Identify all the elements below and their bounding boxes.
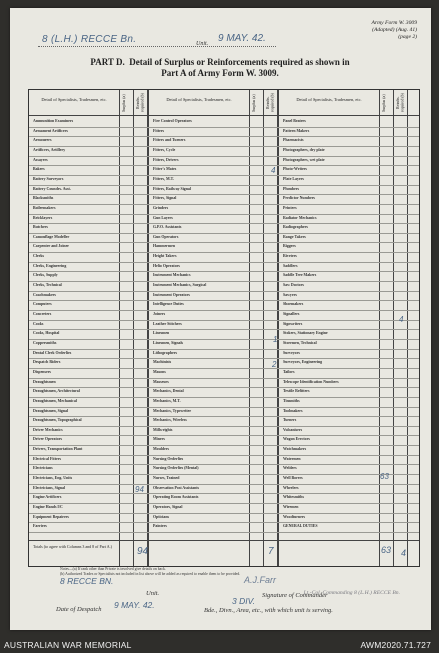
caption-institution: AUSTRALIAN WAR MEMORIAL [4,640,132,650]
col2-row: Masons [153,369,166,374]
entry-storemen-required: 4 [399,315,404,324]
totals-col2-surplus: 7 [268,546,274,557]
col3-row: Stokers, Stationary Engine [283,331,328,336]
totals-label: Totals (to agree with Columns 3 and 8 of Part A.) [33,544,112,549]
col1-row: Artificers, Artillery [33,147,66,152]
col3-row: Well Borers [283,476,303,481]
col1-row: Bakers [33,167,45,172]
col2-row: Joiners [153,312,166,316]
date-handwritten: 9 MAY. 42. [218,33,266,44]
notes-line1: Notes—(a) If rank other than Private is involved give details on back. [60,567,166,571]
unit-label: Unit. [196,41,209,47]
col2-required-header: Reinfts. required (b) [265,93,275,113]
col1-row: Driver Operators [33,437,62,442]
row-rule [29,300,419,301]
col3-row: Riveters [283,254,297,259]
col2-row: Instrument Operators [153,292,190,297]
col1-required-header: Reinfts. required (b) [135,93,145,113]
col3-row: Tailors [283,369,295,374]
row-rule [29,252,419,253]
col3-row: Woodturners [283,514,306,519]
col2-row: Fitters, Drivers [153,157,179,162]
specialists-table [28,89,420,567]
col1-row: Battery Surveyors [33,176,64,181]
col2-row: Nursing Orderlies [153,456,184,461]
row-rule [29,464,419,465]
caption-accession: AWM2020.71.727 [360,640,431,650]
row-rule [29,127,419,128]
col1-row: Draughtsmen, Mechanical [33,398,77,403]
col1-row: Clerks, Technical [33,283,62,288]
col1-row: Boilermakers [33,205,56,210]
col3-row: Saddlers [283,263,298,268]
col2-row: Opticians [153,514,169,519]
col2-row: Helio Operators [153,263,180,268]
col3-row: Wagon Erectors [283,437,310,442]
col1-row: Electricians, Eng. Units [33,476,73,481]
row-rule [29,165,419,166]
form-ref-line3: (page 2) [398,34,417,40]
entry-masons-surplus: 1 [273,335,278,344]
col1-row: Dispensers [33,369,51,374]
bde-label: Bde., Divn., Area, etc., with which unit is serving. [204,607,333,614]
col2-row: Observation Post Assistants [153,485,200,490]
col1-row: Camouflage Modeller [33,234,70,239]
col2-row: Mechanics, Dental [153,389,184,394]
row-rule [29,416,419,417]
col3-row: Wiremen [283,505,299,509]
col2-row: Instrument Mechanics [153,273,191,278]
col2-row: Fire Control Operators [153,119,192,123]
col2-row: Lithographers [153,350,177,355]
col3-row: Predictor Numbers [283,196,315,201]
col1-row: Cooks [33,321,44,326]
row-rule [29,522,419,523]
row-rule [29,271,419,272]
col3-row: Shoemakers [283,302,304,307]
col3-row: Range Takers [283,234,306,239]
col2-row: Nurses, Trained [153,476,180,481]
totals-col3-required: 4 [401,548,407,558]
row-rule [29,242,419,243]
col1-row: Engine Hands I/C [33,505,63,509]
col3-header: Detail of Specialists, Tradesmen, etc. [296,97,362,102]
col3-row: Surveyors [283,350,300,355]
form-ref-line2: (Adapted) (Aug. 41) [372,27,417,33]
row-rule [29,407,419,408]
row-rule [29,484,419,485]
entry-general-duties-surplus: 63 [380,472,389,481]
row-rule [29,435,419,436]
row-rule [29,474,419,475]
col3-row: Telescope Identification Numbers [283,379,339,384]
col2-row: Fitter's Mates [153,167,177,172]
col3-row: Textile Refitters [283,389,310,394]
col2-row: Height Takers [153,254,177,259]
signature-handwritten: A.J.Farr [244,575,277,585]
col2-row: Intelligence Duties [153,302,184,307]
col2-row: Mechanics, Wireless [153,418,187,423]
col3-row: Watchmakers [283,447,307,452]
form-ref-line1: Army Form W. 3009 [371,20,417,26]
row-rule [29,349,419,350]
col2-row: Linesmen, Signals [153,340,184,345]
title-part: PART D. [90,57,125,67]
form-reference [307,20,417,41]
row-rule [29,397,419,398]
col1-row: Coachmakers [33,292,56,297]
col3-required-header: Reinfts. required (b) [395,93,405,113]
unit-handwritten: 8 (L.H.) RECCE Bn. [42,34,137,45]
col3-row: Surveyors, Engineering [283,360,323,365]
col1-row: Clerks, Supply [33,273,58,278]
col1-row: Equipment Repairers [33,514,69,519]
col3-row: Radiator Mechanics [283,215,317,220]
col1-row: Draughtsmen, Topographical [33,418,82,423]
col1-row: Bricklayers [33,215,53,220]
header-underline [38,46,276,47]
col3-row: Pharmacists [283,138,304,143]
row-rule [29,281,419,282]
col3-row: Plumbers [283,186,299,191]
col3-row: Welders [283,466,297,471]
footer-unit-label: Unit. [146,590,160,597]
col3-row: Sawyers [283,292,297,297]
col2-row: Masseurs [153,379,169,384]
col2-row: Fitters, M.T. [153,176,174,181]
signature-label: Signature of Commander [262,592,328,599]
col1-row: Drivers, Transportation Plant [33,447,83,452]
col2-row: Fitters, Cycle [153,147,176,152]
col1-row: Armourers [33,138,52,143]
col3-row: Riggers [283,244,296,249]
col1-row: Cooks, Hospital [33,331,60,336]
notes-line2: (b) Authorized Trades or Specialists not included in list above will be added as required to enable them to be provided. [60,572,241,576]
despatch-date-label: Date of Despatch [56,606,102,613]
row-rule [29,455,419,456]
entry-driver-mechanics-surplus: 94 [135,485,144,494]
col3-row: Printers [283,205,297,210]
col2-header: Detail of Specialists, Tradesmen, etc. [166,97,232,102]
col1-row: Draughtsmen, Architectural [33,389,80,394]
col2-row: Moulders [153,447,169,452]
col3-row: Signwriters [283,321,303,326]
row-rule [29,214,419,215]
col1-row: Assayers [33,157,48,162]
col1-row: Coppersmiths [33,340,57,345]
col1-row: Ammunition Examiners [33,119,74,123]
col1-row: Driver Mechanics [33,427,63,432]
row-rule [29,339,419,340]
col3-row: Radiographers [283,225,308,230]
col3-row: Panel Beaters [283,119,306,123]
col1-row: Electrical Fitters [33,456,61,461]
row-rule [29,291,419,292]
totals-col1-surplus: 94 [137,546,149,557]
col3-row: Signallers [283,312,300,316]
row-rule [29,445,419,446]
row-rule [29,136,419,137]
col1-row: Dental Clerk Orderlies [33,350,72,355]
col1-row: Electricians, Signal [33,485,65,490]
col1-row: Computers [33,302,52,307]
col1-row: Draughtsmen [33,379,56,384]
footer-unit-handwritten: 8 RECCE BN. [60,576,114,586]
row-rule [29,493,419,494]
row-rule [29,223,419,224]
row-rule [29,310,419,311]
col2-surplus-header: Surplus (a) [251,94,256,112]
col3-row: Wheelers [283,485,299,490]
row-rule [29,358,419,359]
row-rule [29,368,419,369]
col1-row: Farriers [33,524,47,529]
col3-row: Saddle Tree Makers [283,273,317,278]
row-rule [29,503,419,504]
row-rule [29,185,419,186]
row-rule [29,194,419,195]
col2-row: Painters [153,524,167,529]
col1-row: Clerks [33,254,45,259]
col1-row: Battery Coundrs. Asst. [33,186,71,191]
col3-row: Photo-Writers [283,167,307,172]
col1-row: Despatch Riders [33,360,61,365]
col2-row: Mechanics, Typewriter [153,408,192,413]
row-rule [29,320,419,321]
row-rule [29,387,419,388]
col2-row: Gun Operators [153,234,179,239]
despatch-date-handwritten: 9 MAY. 42. [114,600,155,610]
col2-row: Fitters, Railway Signal [153,186,191,191]
col2-row: Fitters, Signal [153,196,177,201]
entry-fitters-mt-required: 4 [271,166,276,175]
col2-row: G.P.O. Assistants [153,225,182,230]
row-rule [29,146,419,147]
row-rule [29,329,419,330]
col2-row: Grinders [153,205,169,210]
col3-row: Tinsmiths [283,398,300,403]
col3-row: Turners [283,418,297,423]
row-rule [29,175,419,176]
col3-row: Photographers, dry plate [283,147,325,152]
entry-mechanics-mt-surplus: 2 [272,360,277,369]
col1-header: Detail of Specialists, Tradesmen, etc. [41,97,107,102]
row-rule [29,513,419,514]
col3-row: Pattern Makers [283,128,310,133]
col1-row: Draughtsmen, Signal [33,408,69,413]
col3-row: Toolmakers [283,408,303,413]
div-handwritten: 3 DIV. [232,596,255,606]
col3-row: Vulcanisers [283,427,303,432]
col2-row: Operating Room Assistants [153,495,199,500]
title-line1: Detail of Surplus or Reinforcements required as shown in [129,57,350,67]
col2-row: Gun Layers [153,215,173,220]
col1-row: Electricians [33,466,53,471]
col2-row: Fitters [153,128,165,133]
col2-row: Instrument Mechanics, Surgical [153,283,207,288]
col3-row: Whitesmiths [283,495,304,500]
totals-col3-surplus: 63 [381,545,392,555]
col3-row: Photographers, wet plate [283,157,325,162]
row-rule [29,233,419,234]
col2-row: Millwrights [153,427,173,432]
col2-row: Machinists [153,360,172,365]
col2-row: Operators, Signal [153,505,183,509]
row-rule [29,262,419,263]
row-rule [29,378,419,379]
col3-row: Storemen, Technical [283,340,317,345]
row-rule [29,156,419,157]
col2-row: Mechanics, M.T. [153,398,181,403]
col3-row: Saw Doctors [283,283,304,288]
col1-row: Butchers [33,225,48,230]
col1-row: Engine Artificers [33,495,62,500]
col1-row: Clerks, Engineering [33,263,67,268]
title-line2: Part A of Army Form W. 3009. [161,68,279,78]
col2-row: Hammermen [153,244,176,249]
col1-row: Carpenter and Joiner [33,244,70,249]
form-title [36,57,404,79]
commander-stamp: Lt.-Col. Commanding 8 (L.H.) RECCE Bn. [303,590,400,596]
col3-surplus-header: Surplus (a) [381,94,386,112]
col2-row: Linesmen [153,331,170,336]
row-rule [29,426,419,427]
row-rule [29,532,419,533]
col3-row: Plate Layers [283,176,304,181]
col3-row: Watermen [283,456,301,461]
col1-surplus-header: Surplus (a) [121,94,126,112]
col1-row: Blacksmiths [33,196,54,201]
col1-row: Concreters [33,312,52,316]
col2-row: Nursing Orderlies (Mental) [153,466,199,471]
col3-row: GENERAL DUTIES [283,524,318,529]
row-rule [29,204,419,205]
row-rules [29,90,419,566]
col1-row: Armament Artificers [33,128,68,133]
col2-row: Leather Stitchers [153,321,182,326]
col2-row: Miners [153,437,165,442]
col2-row: Fitters and Turners [153,138,186,143]
